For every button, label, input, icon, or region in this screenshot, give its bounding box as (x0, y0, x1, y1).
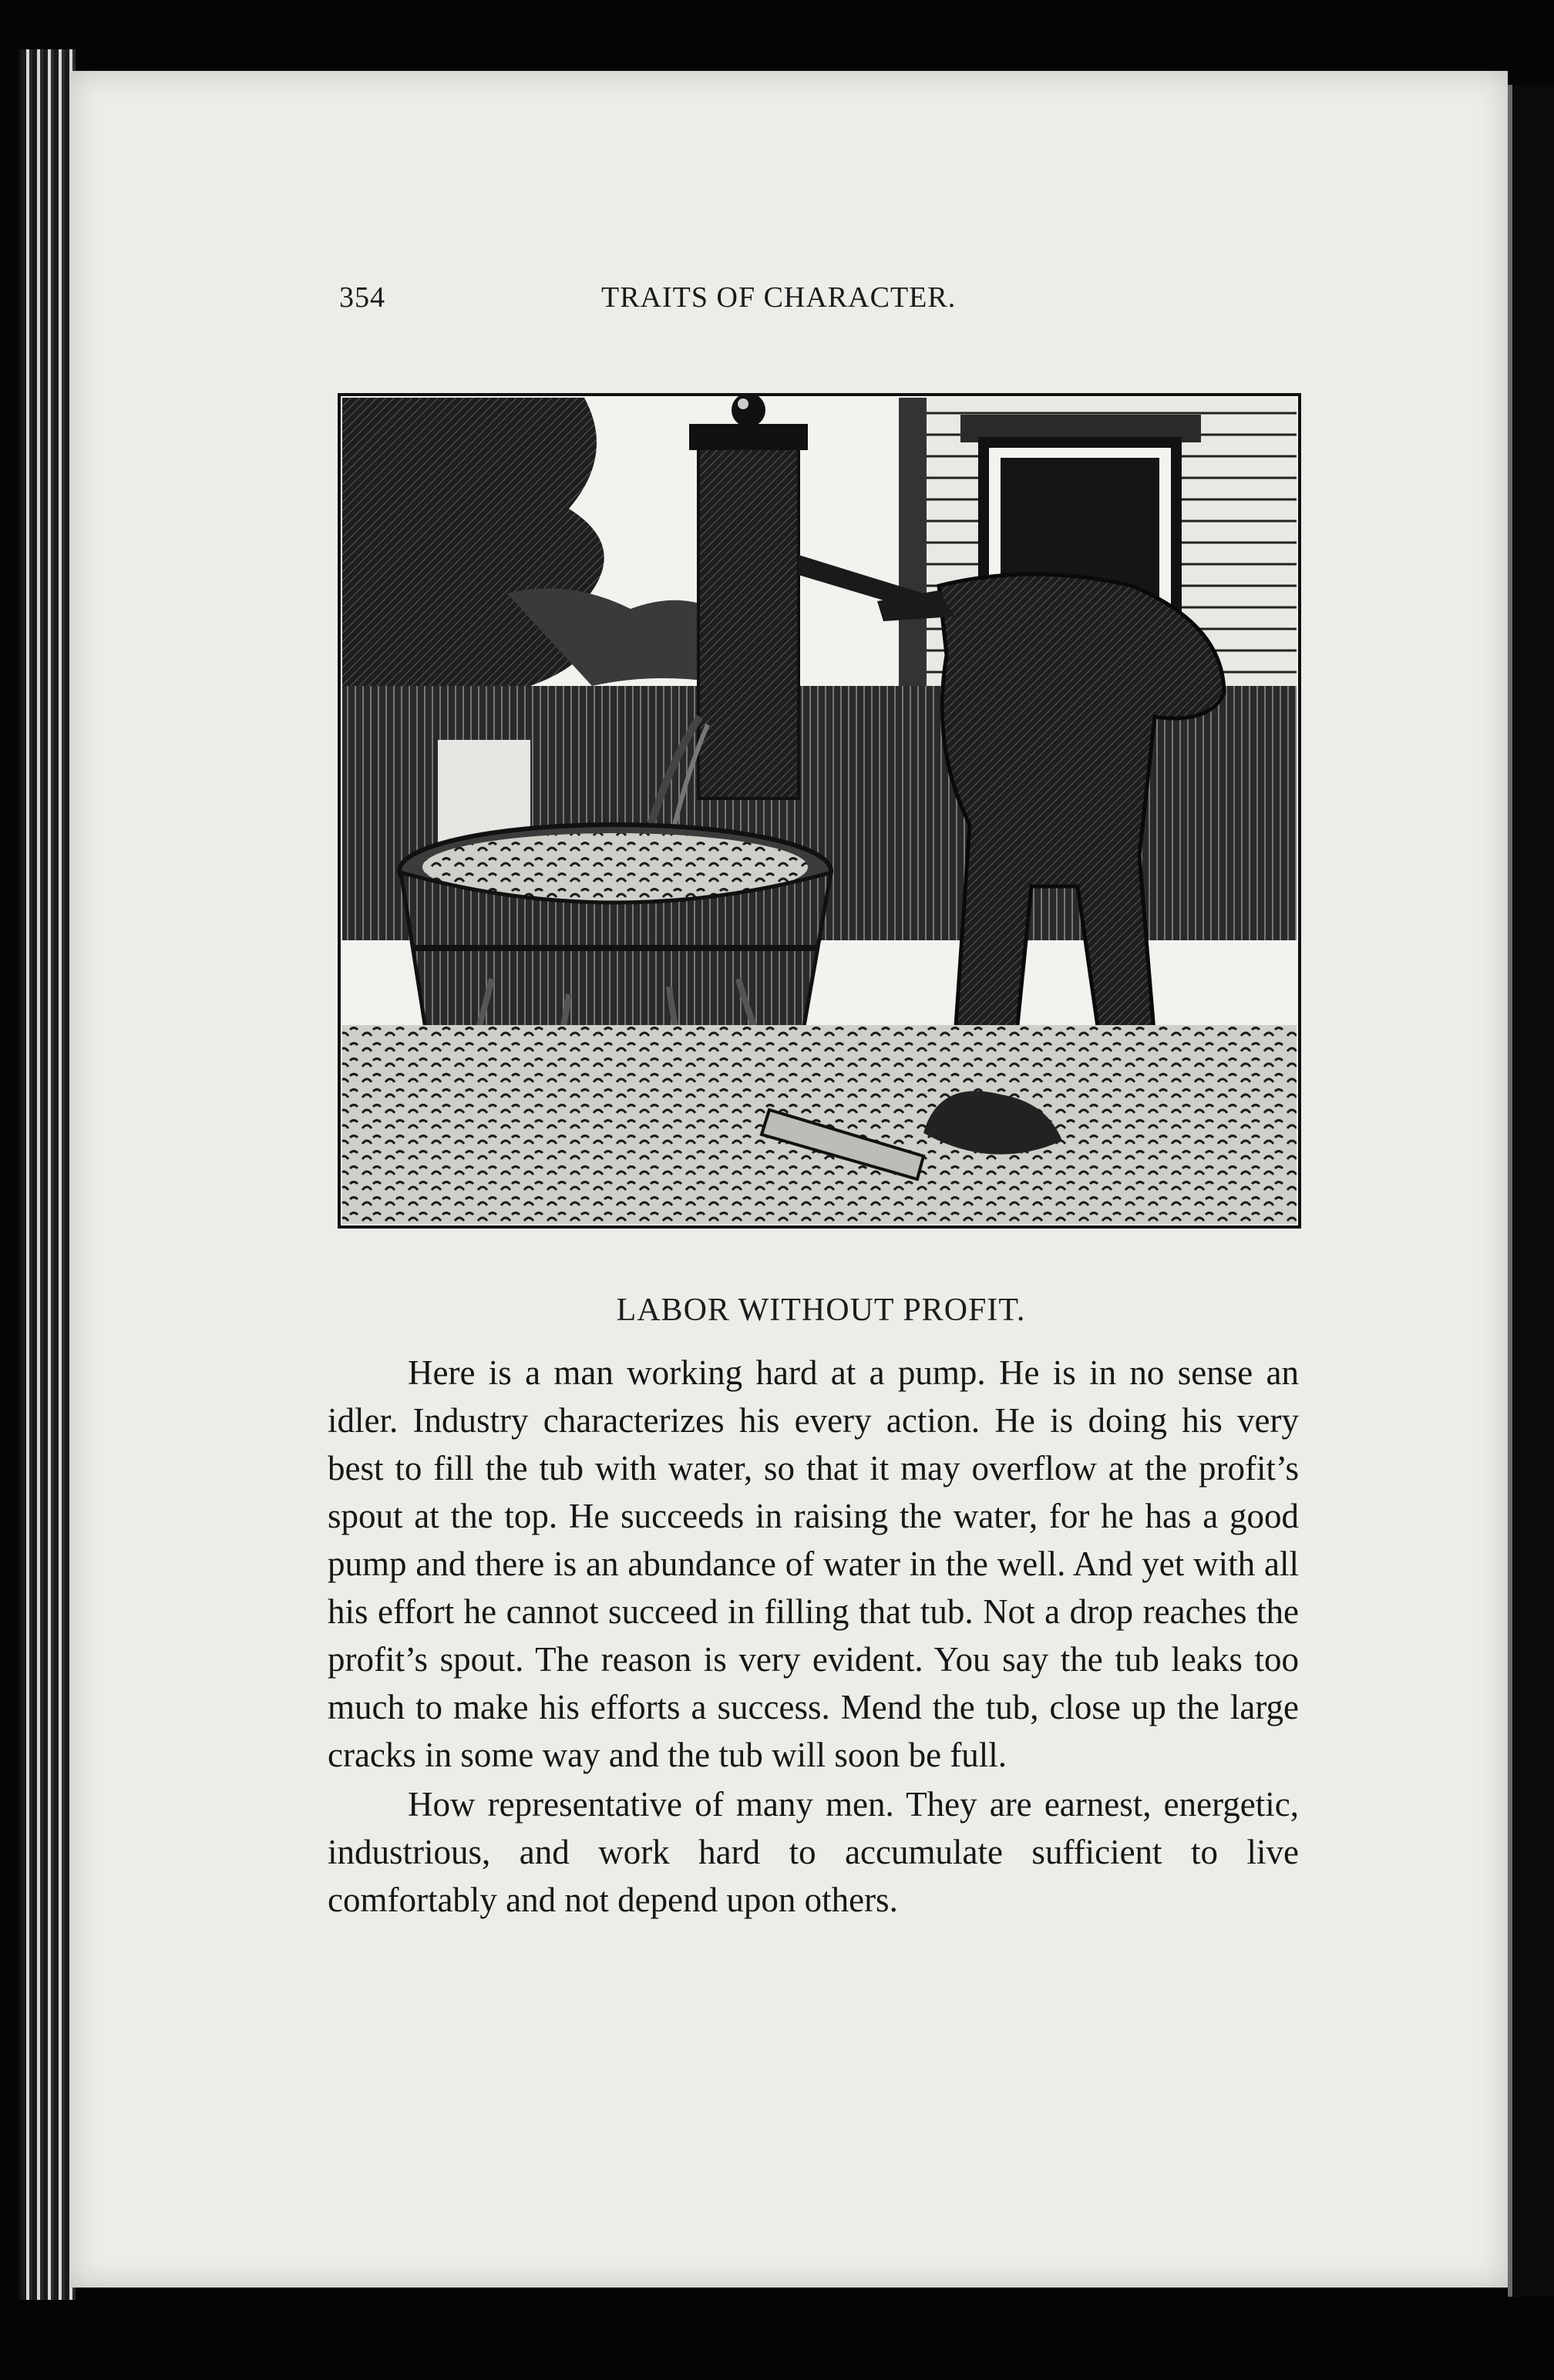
paragraph: Here is a man working hard at a pump. He is in no sense an idler. Industry characterizes his every action. He is doing his very best to fill the tub with water, so that it may overflow at the profit’s spout at the top. He succeeds in raising the water, for he has a good pump and there is an abundance of water in the well. And yet with all his effort he cannot succeed in filling that tub. Not a drop reaches the profit’s spout. The reason is very evident. You say the tub leaks too much to make his efforts a success. Mend the tub, close up the large cracks in some way and the tub will soon be full. (328, 1353, 1299, 1774)
body-text (328, 1349, 1299, 1924)
running-head (339, 281, 1110, 327)
paragraph: How representative of many men. They are earnest, energetic, industrious, and work hard to accumulate sufficient to live comfortably and not depend upon others. (328, 1785, 1299, 1919)
engraving-man-at-pump-icon (338, 393, 1301, 1264)
illustration-caption: LABOR WITHOUT PROFIT. (616, 1293, 1026, 1328)
book-gutter-edge (1508, 85, 1554, 2297)
book-page-edges (18, 49, 76, 2300)
page-number: 354 (339, 281, 385, 314)
chapter-title: TRAITS OF CHARACTER. (601, 281, 957, 314)
illustration (338, 393, 1301, 1264)
